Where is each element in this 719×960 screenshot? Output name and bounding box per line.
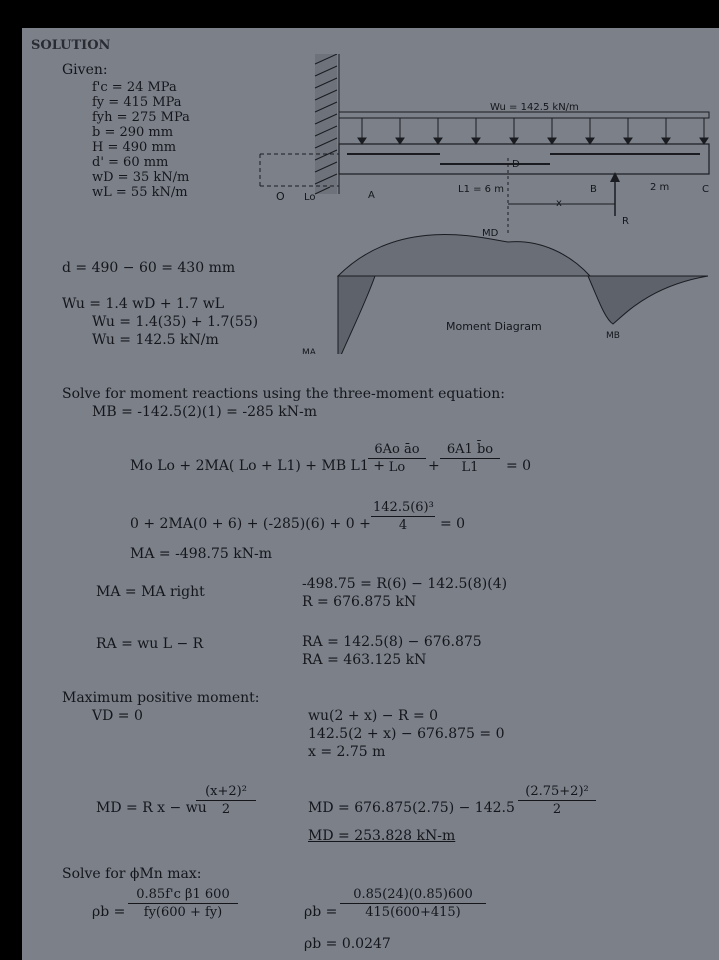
label-x: x (556, 198, 562, 209)
label-lo: Lo (304, 192, 316, 203)
d-equation: d = 490 − 60 = 430 mm (62, 260, 236, 276)
given-wd: wD = 35 kN/m (92, 170, 190, 185)
positive-moment-region (338, 235, 590, 276)
moment-diagram-title: Moment Diagram (446, 320, 542, 333)
given-fy: fy = 415 MPa (92, 95, 182, 110)
given-list (92, 80, 190, 200)
label-c: C (702, 184, 709, 195)
rho-b-result: ρb = 0.0247 (304, 936, 391, 952)
given-fc: f'c = 24 MPa (92, 80, 177, 95)
given-wl: wL = 55 kN/m (92, 185, 188, 200)
shear-eq-1: wu(2 + x) − R = 0 (308, 708, 439, 724)
mb-equation: MB = -142.5(2)(1) = -285 kN-m (92, 404, 317, 420)
negative-moment-b (588, 276, 708, 324)
label-o: O (276, 190, 285, 203)
label-mb: MB (606, 331, 620, 341)
plus-sign: + (428, 458, 440, 474)
md-formula-left: MD = R x − wu (96, 800, 207, 816)
label-ma: MA (302, 348, 316, 354)
shear-eq-2: 142.5(2 + x) − 676.875 = 0 (308, 726, 505, 742)
load-arrows (358, 118, 708, 144)
fraction-6ao: $\frac{\text{6Ao āo}}{Lo}$ (368, 441, 426, 476)
reaction-ra-result: RA = 463.125 kN (302, 652, 427, 668)
phi-mn-heading: Solve for ϕMn max: (62, 866, 202, 882)
beam (339, 144, 709, 174)
load-label: Wu = 142.5 kN/m (490, 102, 579, 113)
beam-diagram (250, 54, 718, 354)
max-positive-heading: Maximum positive moment: (62, 690, 260, 706)
reaction-ra-eq: RA = 142.5(8) − 676.875 (302, 634, 482, 650)
x-result: x = 2.75 m (308, 744, 386, 760)
label-a: A (368, 190, 375, 201)
label-r: R (622, 216, 629, 227)
wu-line-1: Wu = 1.4 wD + 1.7 wL (62, 296, 225, 312)
reaction-r-result: R = 676.875 kN (302, 594, 417, 610)
rho-b-label-2: ρb = (304, 904, 338, 920)
ma-result: MA = -498.75 kN-m (130, 546, 272, 562)
given-label: Given: (62, 62, 108, 78)
negative-moment-a (338, 276, 375, 354)
given-fyh: fyh = 275 MPa (92, 110, 190, 125)
three-moment-sub-right: = 0 (440, 516, 466, 532)
fraction-md-formula: $\frac{\text{(x+2)²}}{2}$ (196, 783, 256, 818)
reaction-r-eq: -498.75 = R(6) − 142.5(8)(4) (302, 576, 508, 592)
vd-zero: VD = 0 (92, 708, 143, 724)
md-substitution: MD = 676.875(2.75) − 142.5 (308, 800, 515, 816)
label-md: MD (482, 228, 499, 239)
label-2m: 2 m (650, 182, 670, 193)
fraction-rho-formula: $\frac{\text{0.85f'c β1 600}}{fy(600 + fy)}$ (128, 886, 238, 921)
three-moment-sub-left: 0 + 2MA(0 + 6) + (-285)(6) + 0 + (130, 516, 371, 532)
fraction-load-term: $\frac{\text{142.5(6)³}}{4}$ (373, 500, 434, 533)
ma-right-relation: MA = MA right (96, 584, 205, 600)
given-b: b = 290 mm (92, 125, 174, 140)
wu-line-2: Wu = 1.4(35) + 1.7(55) (92, 314, 259, 330)
document-page (22, 28, 719, 960)
label-l1: L1 = 6 m (458, 184, 504, 195)
given-dprime: d' = 60 mm (92, 155, 169, 170)
fraction-rho-substitution: $\frac{0.85(24)(0.85)600}{415(600+415)}$ (340, 886, 486, 921)
three-moment-heading: Solve for moment reactions using the three-moment equation: (62, 386, 505, 402)
three-moment-eq-left: Mo Lo + 2MA( Lo + L1) + MB L1 + (130, 458, 385, 474)
fraction-md-substitution: $\frac{\text{(2.75+2)²}}{2}$ (518, 783, 596, 818)
three-moment-eq-right: = 0 (506, 458, 532, 474)
given-h: H = 490 mm (92, 140, 177, 155)
label-b: B (590, 184, 597, 195)
wu-line-3: Wu = 142.5 kN/m (92, 332, 219, 348)
rho-b-label: ρb = (92, 904, 126, 920)
solution-title: SOLUTION (31, 38, 111, 53)
label-d: D (512, 159, 520, 170)
ra-relation: RA = wu L − R (96, 636, 204, 652)
fraction-6a1: $\frac{6A1 b̄o}{L1}$ (440, 441, 500, 476)
md-result: MD = 253.828 kN-m (308, 828, 456, 844)
